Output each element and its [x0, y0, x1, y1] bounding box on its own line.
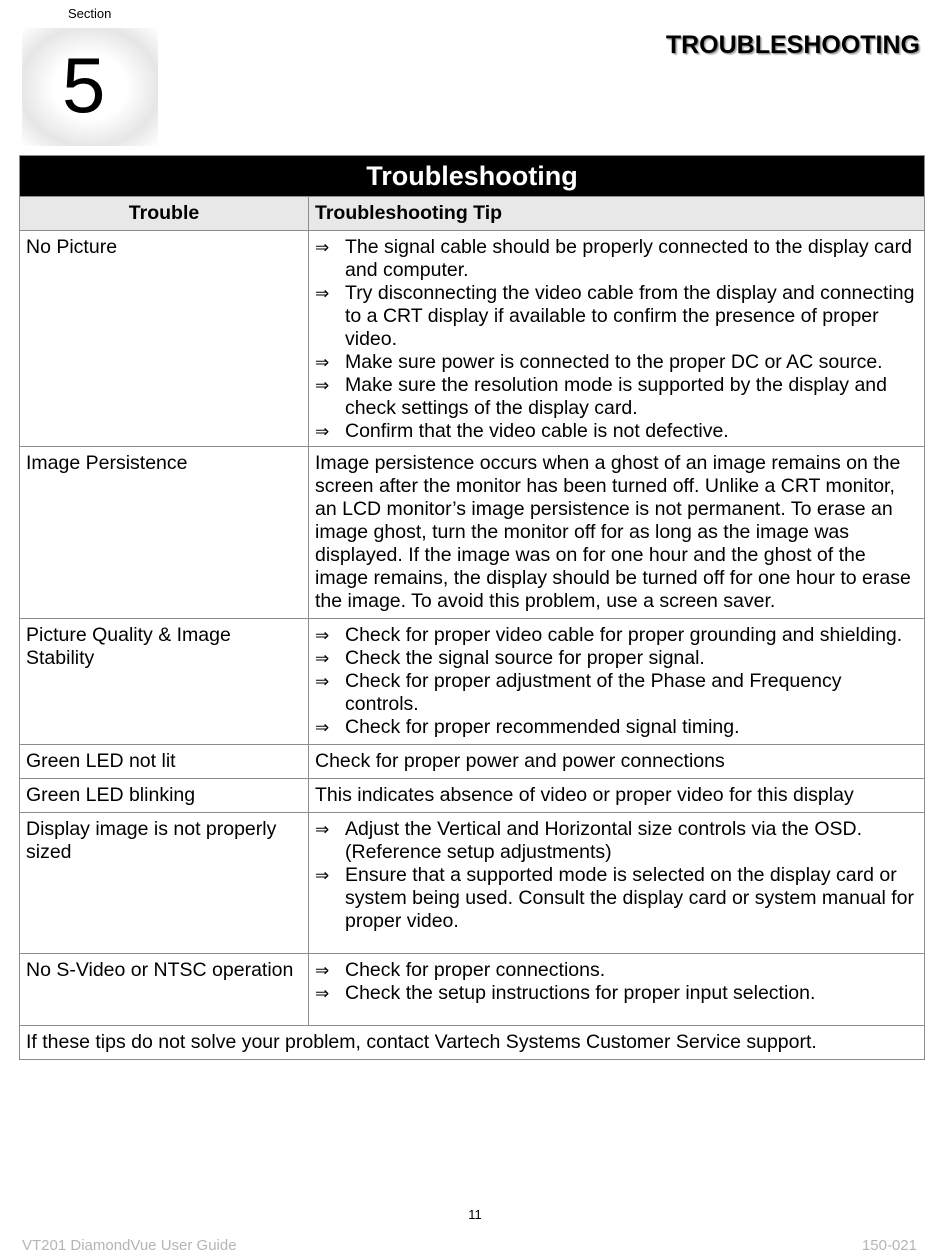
trouble-cell: Image Persistence — [20, 447, 309, 619]
arrow-icon: ⇒ — [315, 961, 330, 980]
trouble-cell: Green LED blinking — [20, 779, 309, 813]
tip-cell — [309, 447, 925, 619]
tip-item: ⇒ Check the setup instructions for proper input selection. — [315, 982, 816, 1004]
tip-item: ⇒ Try disconnecting the video cable from the display and connecting to a CRT display if available to confirm the presence of proper video. — [315, 282, 915, 350]
section-number: 5 — [62, 41, 106, 129]
arrow-icon: ⇒ — [315, 626, 330, 645]
arrow-icon: ⇒ — [315, 866, 330, 885]
arrow-icon: ⇒ — [315, 984, 330, 1003]
tip-cell: Check for proper power and power connections — [309, 745, 925, 779]
tip-item: ⇒ Check the signal source for proper signal. — [315, 647, 705, 669]
table-row — [20, 745, 925, 779]
tip-cell — [309, 619, 925, 745]
tip-item: ⇒ Make sure the resolution mode is supported by the display and check settings of the display card. — [315, 374, 887, 419]
tip-item: ⇒ Check for proper adjustment of the Phase and Frequency controls. — [315, 670, 842, 715]
arrow-icon: ⇒ — [315, 672, 330, 691]
guide-title: VT201 DiamondVue User Guide — [22, 1237, 237, 1254]
tip-cell — [309, 231, 925, 447]
arrow-icon: ⇒ — [315, 353, 330, 372]
tip-cell — [309, 954, 925, 1026]
table-row — [20, 619, 925, 745]
table-row — [20, 813, 925, 954]
arrow-icon: ⇒ — [315, 718, 330, 737]
table-row — [20, 954, 925, 1026]
arrow-icon: ⇒ — [315, 820, 330, 839]
trouble-cell: Picture Quality & Image Stability — [20, 619, 309, 745]
trouble-cell: Green LED not lit — [20, 745, 309, 779]
table-title: Troubleshooting — [20, 156, 925, 197]
tip-cell: This indicates absence of video or proper video for this display — [309, 779, 925, 813]
tip-item: ⇒ Confirm that the video cable is not defective. — [315, 420, 729, 442]
arrow-icon: ⇒ — [315, 238, 330, 257]
tip-item: ⇒ The signal cable should be properly connected to the display card and computer. — [315, 236, 912, 281]
section-label: Section — [68, 6, 112, 21]
trouble-cell: No Picture — [20, 231, 309, 447]
arrow-icon: ⇒ — [315, 422, 330, 441]
table-row — [20, 447, 925, 619]
column-header-trouble: Trouble — [20, 197, 309, 231]
tip-item: ⇒ Check for proper connections. — [315, 959, 606, 981]
doc-number: 150-021 — [861, 1237, 917, 1254]
arrow-icon: ⇒ — [315, 649, 330, 668]
tip-item: ⇒ Make sure power is connected to the proper DC or AC source. — [315, 351, 883, 373]
tip-item: ⇒ Check for proper recommended signal timing. — [315, 716, 740, 738]
troubleshooting-table — [19, 155, 925, 1060]
arrow-icon: ⇒ — [315, 284, 330, 303]
tip-paragraph: Image persistence occurs when a ghost of an image remains on the screen after the monitor has been turned off. Unlike a CRT monitor, an LCD monitor’s image persistence is not permanent. To erase an image ghost, turn the monitor off for as long as the image was displayed. If the image was on for one hour and the ghost of the image remains, the display should be turned off for one hour to erase the image. To avoid this problem, use a screen saver. — [315, 452, 911, 612]
tip-item: ⇒ Ensure that a supported mode is selected on the display card or system being used. Consult the display card or system manual for proper video. — [315, 864, 915, 932]
chapter-title: TROUBLESHOOTING — [665, 31, 920, 59]
tip-item: ⇒ Adjust the Vertical and Horizontal size controls via the OSD. (Reference setup adjustments) — [315, 818, 862, 863]
table-row — [20, 1026, 925, 1060]
table-row — [20, 231, 925, 447]
table-row — [20, 779, 925, 813]
tip-item: ⇒ Check for proper video cable for proper grounding and shielding. — [315, 624, 903, 646]
arrow-icon: ⇒ — [315, 376, 330, 395]
trouble-cell: Display image is not properly sized — [20, 813, 309, 954]
trouble-cell: No S-Video or NTSC operation — [20, 954, 309, 1026]
support-note: If these tips do not solve your problem, contact Vartech Systems Customer Service support. — [20, 1026, 925, 1060]
page-number: 11 — [468, 1207, 482, 1222]
tip-cell — [309, 813, 925, 954]
column-header-tip: Troubleshooting Tip — [309, 197, 925, 231]
